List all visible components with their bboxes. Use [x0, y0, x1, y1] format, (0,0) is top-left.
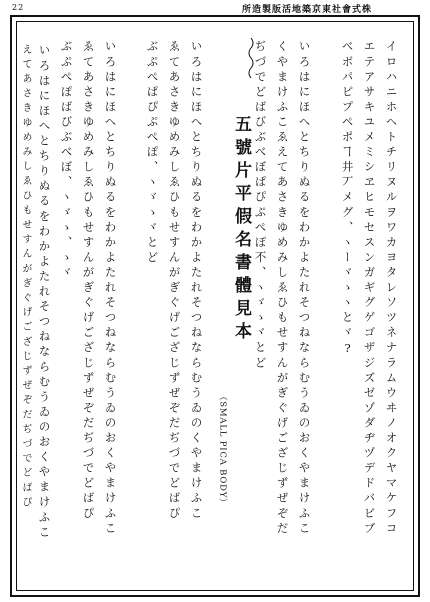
- hiragana-variant-column-2: ゑてあさきゆめみしゑひもせすんがぎぐげござじずぜぞだぢづでどばぴ: [167, 40, 182, 522]
- specimen-title: 五號片平假名書體見本: [231, 115, 251, 345]
- running-header: 所造製版活地築京東社會式株: [241, 5, 372, 15]
- hiragana-column-1: いろはにほへとちりぬるをわかよたれそつねならむうゐのおくやまけふこ: [297, 40, 312, 537]
- cursive-column-2: えてあさきゆめみしゑひもせすんがぎぐげござじずぜぞだぢづでどばぴ: [20, 44, 31, 512]
- katakana-column-1: イロハニホヘトチリヌルヲワカヨタレソツネナラムウヰノオクヤマケフコ: [384, 40, 399, 537]
- hiragana-column-2: くやまけふこゑえてあさきゆめみしゑひもせすんがぎぐげござじずぜぞだ: [275, 40, 290, 537]
- hiragana-variant-column-1: いろはにほへとちりぬるをわかよたれそつねならむうゐのくやまけふこ: [189, 40, 204, 522]
- katakana-column-2: エテアサキユメミシヱヒモセスンガギグゲゴザジズゼゾダヂヅデドバビブ: [362, 40, 377, 537]
- katakana-column-3: ベボパピプペポヿ井丆メグ、ヽーヾゝヽとヾ?: [340, 40, 355, 359]
- cursive-column-1: いろはにほへとちりぬるをわかよたれそつねならむうゐのおくやまけふこ: [37, 44, 52, 541]
- page-number: 22: [12, 3, 25, 12]
- specimen-subtitle: （SMALL PICA BODY）: [217, 392, 228, 508]
- hiragana-column-3: ぢづでどばびぶべぼぱぴぷぺぽ不、ヽゞゝヾとど: [253, 40, 268, 372]
- hentaigana-column-2: ゑてあさきゆめみしゑひもせすんがぎぐげござじずぜぞだぢづでどばぴ: [81, 40, 96, 522]
- hentaigana-column-3: ぶぷぺぽばびぶべぼ、ヽゞゝ、ゝヾ: [59, 40, 74, 281]
- hentaigana-column-1: いろはにほへとちりぬるをわかよたれそつねならむうゐのおくやまけふこ: [103, 40, 118, 537]
- hiragana-variant-column-3: ぶぷぺぱぴぷぺぽ、ヽゞゝヾとど: [145, 40, 160, 266]
